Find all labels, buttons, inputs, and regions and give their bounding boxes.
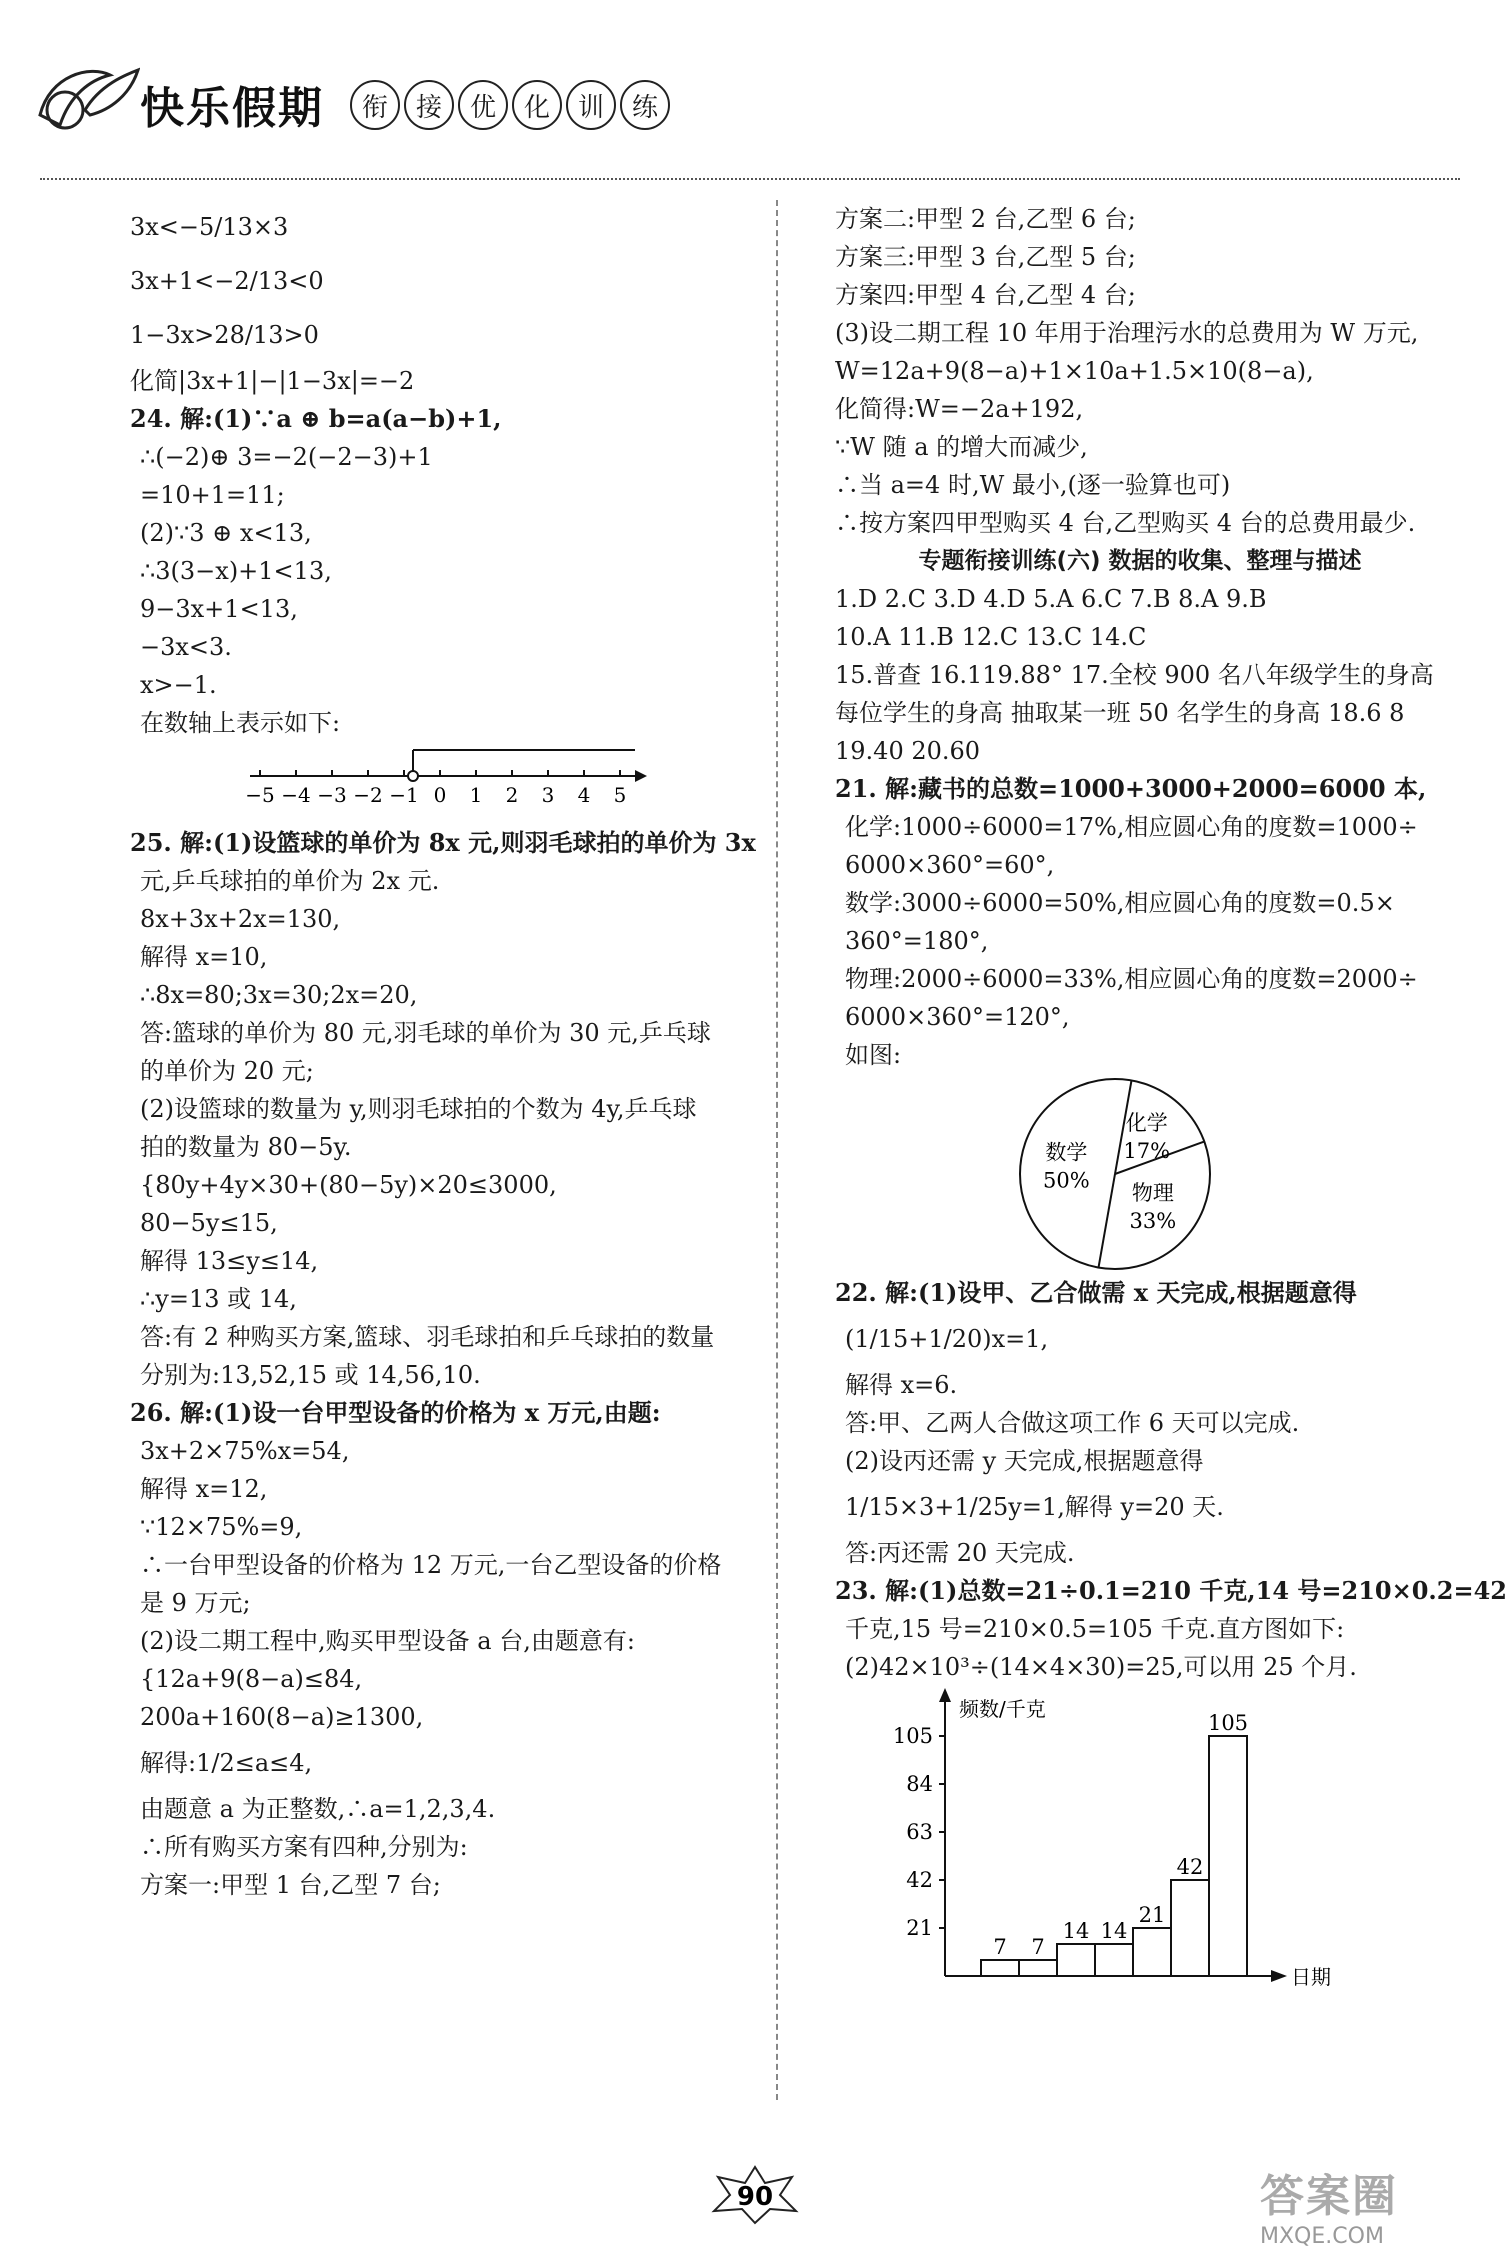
text-line: ∴当 a=4 时,W 最小,(逐一验算也可) bbox=[835, 471, 1231, 499]
number-line-tick-label: 4 bbox=[577, 783, 591, 807]
bar-data-label: 7 bbox=[1031, 1935, 1045, 1959]
text-line: 数学:3000÷6000=50%,相应圆心角的度数=0.5× bbox=[845, 889, 1395, 917]
histogram-bar bbox=[1019, 1960, 1057, 1976]
text-line: 元,乒乓球拍的单价为 2x 元. bbox=[140, 867, 440, 895]
histogram-bar bbox=[1057, 1944, 1095, 1976]
page-number: 90 bbox=[736, 2182, 774, 2212]
subtitle-char: 化 bbox=[512, 80, 562, 130]
text-line: 6000×360°=120°, bbox=[845, 1003, 1070, 1031]
text-line: 解得 x=6. bbox=[845, 1371, 958, 1399]
text-line: 千克,15 号=210×0.5=105 千克.直方图如下: bbox=[845, 1615, 1345, 1643]
y-axis-label: 频数/千克 bbox=[959, 1697, 1046, 1721]
number-line bbox=[130, 748, 750, 818]
text-line: 方案四:甲型 4 台,乙型 4 台; bbox=[835, 281, 1136, 309]
text-line: 答:丙还需 20 天完成. bbox=[845, 1539, 1075, 1567]
text-line: (2)∵3 ⊕ x<13, bbox=[140, 519, 312, 547]
question-26-title: 26. 解:(1)设一台甲型设备的价格为 x 万元,由题: bbox=[130, 1398, 661, 1427]
text-line: 3x+1<−2/13<0 bbox=[130, 267, 324, 295]
subtitle-badges bbox=[350, 80, 670, 130]
watermark-logo: 答案圈 bbox=[1260, 2171, 1398, 2222]
text-line: 化简|3x+1|−|1−3x|=−2 bbox=[130, 367, 415, 395]
y-tick-label: 21 bbox=[906, 1916, 933, 1940]
x-axis-arrow bbox=[1271, 1970, 1287, 1982]
text-line: ∴所有购买方案有四种,分别为: bbox=[140, 1833, 468, 1861]
text-line: ∴y=13 或 14, bbox=[140, 1285, 297, 1313]
text-line: 是 9 万元; bbox=[140, 1589, 251, 1617]
pie-slice-label: 化学 bbox=[1125, 1111, 1168, 1136]
pie-chart bbox=[835, 1074, 1445, 1274]
pie-slice-percent: 17% bbox=[1123, 1139, 1171, 1164]
question-22-title: 22. 解:(1)设甲、乙合做需 x 天完成,根据题意得 bbox=[835, 1278, 1357, 1307]
bar-data-label: 42 bbox=[1176, 1855, 1204, 1879]
pie-slice-label: 数学 bbox=[1045, 1140, 1088, 1165]
question-23-title: 23. 解:(1)总数=21÷0.1=210 千克,14 号=210×0.2=42 bbox=[835, 1576, 1507, 1605]
number-line-tick-label: 1 bbox=[469, 783, 483, 807]
header-divider bbox=[40, 178, 1460, 180]
text-line: 6000×360°=60°, bbox=[845, 851, 1055, 879]
subtitle-char: 衔 bbox=[350, 80, 400, 130]
number-line-tick-label: 3 bbox=[541, 783, 555, 807]
text-line: 方案三:甲型 3 台,乙型 5 台; bbox=[835, 243, 1136, 271]
subtitle-char: 练 bbox=[620, 80, 670, 130]
pie-chart-container bbox=[835, 1074, 1445, 1274]
text-line: 答:篮球的单价为 80 元,羽毛球的单价为 30 元,乒乓球 bbox=[140, 1019, 711, 1047]
brand-title: 快乐假期 bbox=[140, 83, 324, 134]
text-line: 1−3x>28/13>0 bbox=[130, 321, 319, 349]
question-21-title: 21. 解:藏书的总数=1000+3000+2000=6000 本, bbox=[835, 774, 1427, 803]
text-line: (2)设丙还需 y 天完成,根据题意得 bbox=[845, 1447, 1204, 1475]
y-tick-label: 84 bbox=[906, 1772, 933, 1796]
leaf-logo-icon bbox=[30, 55, 140, 135]
number-line-tick-label: 5 bbox=[613, 783, 627, 807]
section-title: 专题衔接训练(六) 数据的收集、整理与描述 bbox=[918, 548, 1362, 574]
watermark bbox=[1260, 2160, 1398, 2249]
question-25-title: 25. 解:(1)设篮球的单价为 8x 元,则羽毛球拍的单价为 3x bbox=[130, 828, 756, 857]
text-line: 3x+2×75%x=54, bbox=[140, 1437, 350, 1465]
right-column bbox=[835, 200, 1507, 2016]
y-axis-arrow bbox=[939, 1688, 951, 1702]
bar-data-label: 21 bbox=[1138, 1903, 1166, 1927]
text-line: 方案二:甲型 2 台,乙型 6 台; bbox=[835, 205, 1136, 233]
text-line: (2)设二期工程中,购买甲型设备 a 台,由题意有: bbox=[140, 1627, 635, 1655]
text-line: 分别为:13,52,15 或 14,56,10. bbox=[140, 1361, 481, 1389]
subtitle-char: 接 bbox=[404, 80, 454, 130]
bar-data-label: 14 bbox=[1100, 1919, 1128, 1943]
text-line: 200a+160(8−a)≥1300, bbox=[140, 1703, 424, 1731]
text-line: ∴一台甲型设备的价格为 12 万元,一台乙型设备的价格 bbox=[140, 1551, 722, 1579]
text-line: 解得 x=12, bbox=[140, 1475, 268, 1503]
text-line: 答:有 2 种购买方案,篮球、羽毛球拍和乒乓球拍的数量 bbox=[140, 1323, 715, 1351]
number-line-tick-label: −1 bbox=[389, 783, 419, 807]
number-line-tick-label: −4 bbox=[281, 783, 311, 807]
text-line: (3)设二期工程 10 年用于治理污水的总费用为 W 万元, bbox=[835, 319, 1419, 347]
histogram-bar bbox=[981, 1960, 1019, 1976]
text-line: x>−1. bbox=[140, 671, 217, 699]
column-divider bbox=[776, 200, 778, 2100]
answer-line: 19.40 20.60 bbox=[835, 737, 981, 765]
histogram-container bbox=[835, 1686, 1445, 2016]
answer-line: 1.D 2.C 3.D 4.D 5.A 6.C 7.B 8.A 9.B bbox=[835, 585, 1267, 613]
text-line: W=12a+9(8−a)+1×10a+1.5×10(8−a), bbox=[835, 357, 1314, 385]
watermark-url: MXQE.COM bbox=[1260, 2224, 1384, 2249]
text-line: 3x<−5/13×3 bbox=[130, 213, 289, 241]
text-line: 化学:1000÷6000=17%,相应圆心角的度数=1000÷ bbox=[845, 813, 1418, 841]
subtitle-char: 训 bbox=[566, 80, 616, 130]
y-tick-label: 105 bbox=[892, 1724, 933, 1748]
number-line-graphic bbox=[130, 748, 750, 818]
number-line-tick-label: 2 bbox=[505, 783, 519, 807]
text-line: (2)42×10³÷(14×4×30)=25,可以用 25 个月. bbox=[845, 1653, 1357, 1681]
bar-data-label: 14 bbox=[1062, 1919, 1090, 1943]
text-line: ∴按方案四甲型购买 4 台,乙型购买 4 台的总费用最少. bbox=[835, 509, 1416, 537]
text-line: =10+1=11; bbox=[140, 481, 285, 509]
text-line: 拍的数量为 80−5y. bbox=[140, 1133, 352, 1161]
text-line: ∴3(3−x)+1<13, bbox=[140, 557, 332, 585]
text-line: 9−3x+1<13, bbox=[140, 595, 298, 623]
text-line: 8x+3x+2x=130, bbox=[140, 905, 341, 933]
histogram-bar bbox=[1209, 1736, 1247, 1976]
pie-slice-percent: 50% bbox=[1043, 1168, 1090, 1193]
text-line: 解得:1/2≤a≤4, bbox=[140, 1749, 313, 1777]
text-line: 解得 x=10, bbox=[140, 943, 268, 971]
answer-line: 15.普查 16.119.88° 17.全校 900 名八年级学生的身高 bbox=[835, 661, 1434, 689]
number-line-tick-label: −3 bbox=[317, 783, 347, 807]
text-line: −3x<3. bbox=[140, 633, 232, 661]
text-line: {80y+4y×30+(80−5y)×20≤3000, bbox=[140, 1171, 557, 1199]
left-column bbox=[130, 200, 756, 1904]
x-axis-label: 日期 bbox=[1291, 1965, 1331, 1989]
text-line: 物理:2000÷6000=33%,相应圆心角的度数=2000÷ bbox=[845, 965, 1418, 993]
text-line: 360°=180°, bbox=[845, 927, 989, 955]
number-line-tick-label: −5 bbox=[245, 783, 275, 807]
bar-data-label: 105 bbox=[1207, 1711, 1249, 1735]
bar-data-label: 7 bbox=[993, 1935, 1007, 1959]
y-tick-label: 42 bbox=[906, 1868, 933, 1892]
y-tick-label: 63 bbox=[906, 1820, 933, 1844]
text-line: 如图: bbox=[845, 1041, 902, 1069]
histogram-chart bbox=[835, 1686, 1445, 2016]
text-line: ∴(−2)⊕ 3=−2(−2−3)+1 bbox=[140, 443, 433, 471]
text-line: 1/15×3+1/25y=1,解得 y=20 天. bbox=[845, 1493, 1224, 1521]
text-line: {12a+9(8−a)≤84, bbox=[140, 1665, 363, 1693]
pie-slice-percent: 33% bbox=[1129, 1208, 1177, 1233]
text-line: ∵W 随 a 的增大而减少, bbox=[835, 433, 1088, 461]
pie-slice-label: 物理 bbox=[1131, 1180, 1174, 1205]
number-line-tick-label: −2 bbox=[353, 783, 383, 807]
text-line: 方案一:甲型 1 台,乙型 7 台; bbox=[140, 1871, 441, 1899]
text-line: 由题意 a 为正整数,∴a=1,2,3,4. bbox=[140, 1795, 496, 1823]
text-line: ∴8x=80;3x=30;2x=20, bbox=[140, 981, 418, 1009]
histogram-bar bbox=[1095, 1944, 1133, 1976]
text-line: 在数轴上表示如下: bbox=[140, 709, 341, 737]
text-line: 80−5y≤15, bbox=[140, 1209, 278, 1237]
text-line: (2)设篮球的数量为 y,则羽毛球拍的个数为 4y,乒乓球 bbox=[140, 1095, 697, 1123]
text-line: (1/15+1/20)x=1, bbox=[845, 1325, 1049, 1353]
histogram-bar bbox=[1133, 1928, 1171, 1976]
answer-line: 每位学生的身高 抽取某一班 50 名学生的身高 18.6 8 bbox=[835, 699, 1405, 727]
question-24-title: 24. 解:(1)∵a ⊕ b=a(a−b)+1, bbox=[130, 404, 502, 433]
subtitle-char: 优 bbox=[458, 80, 508, 130]
histogram-bar bbox=[1171, 1880, 1209, 1976]
number-line-tick-label: 0 bbox=[433, 783, 447, 807]
text-line: 解得 13≤y≤14, bbox=[140, 1247, 319, 1275]
text-line: 化简得:W=−2a+192, bbox=[835, 395, 1084, 423]
page-header bbox=[20, 50, 1460, 140]
page-number-star bbox=[710, 2165, 800, 2225]
answer-line: 10.A 11.B 12.C 13.C 14.C bbox=[835, 623, 1147, 651]
text-line: 的单价为 20 元; bbox=[140, 1057, 314, 1085]
text-line: 答:甲、乙两人合做这项工作 6 天可以完成. bbox=[845, 1409, 1300, 1437]
text-line: ∵12×75%=9, bbox=[140, 1513, 303, 1541]
